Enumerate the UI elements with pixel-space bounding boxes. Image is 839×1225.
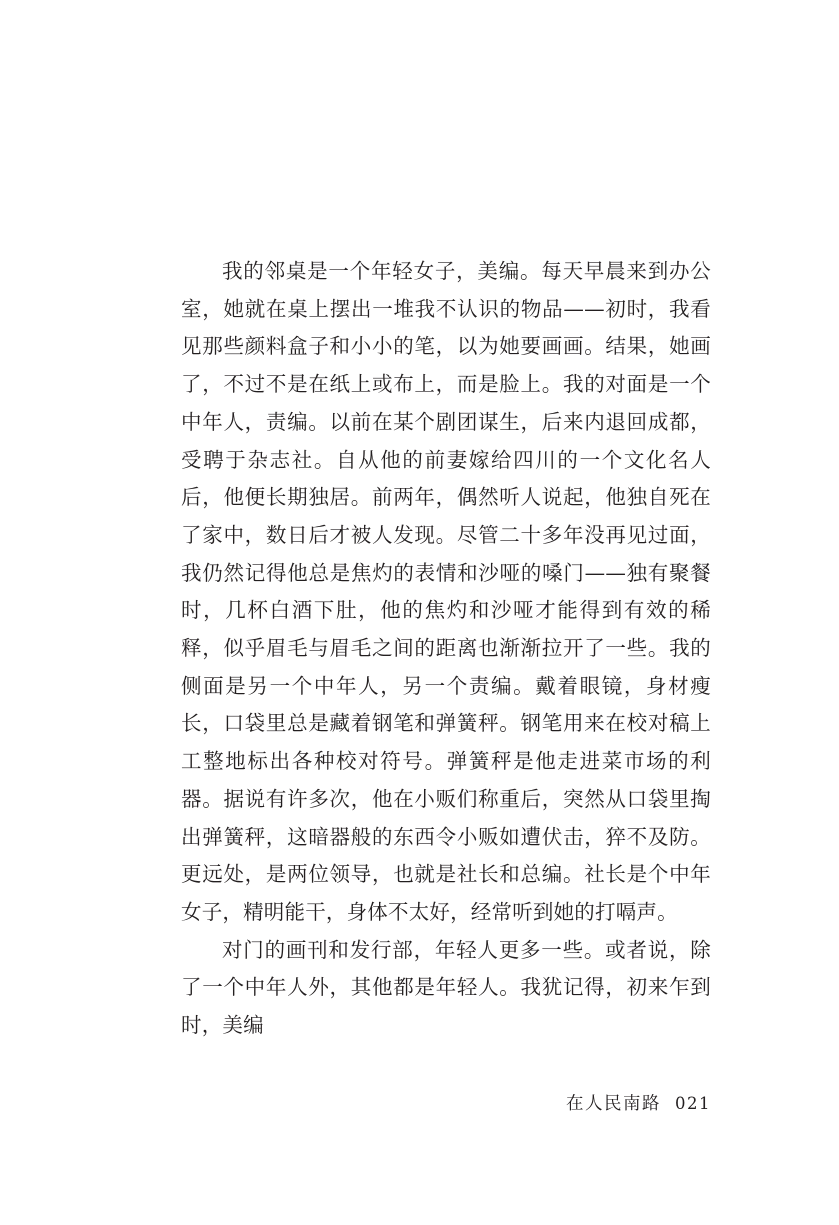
page-footer: [566, 1092, 711, 1116]
paragraph-1: 我的邻桌是一个年轻女子，美编。每天早晨来到办公室，她就在桌上摆出一堆我不认识的物品——初时，我看见那些颜料盒子和小小的笔，以为她要画画。结果，她画了，不过不是在纸上或布上，而是脸上。我的对面是一个中年人，责编。以前在某个剧团谋生，后来内退回成都，受聘于杂志社。自从他的前妻嫁给四川的一个文化名人后，他便长期独居。前两年，偶然听人说起，他独自死在了家中，数日后才被人发现。尽管二十多年没再见过面，我仍然记得他总是焦灼的表情和沙哑的嗓门——独有聚餐时，几杯白酒下肚，他的焦灼和沙哑才能得到有效的稀释，似乎眉毛与眉毛之间的距离也渐渐拉开了一些。我的侧面是另一个中年人，另一个责编。戴着眼镜，身材瘦长，口袋里总是藏着钢笔和弹簧秤。钢笔用来在校对稿上工整地标出各种校对符号。弹簧秤是他走进菜市场的利器。据说有许多次，他在小贩们称重后，突然从口袋里掏出弹簧秤，这暗器般的东西令小贩如遭伏击，猝不及防。更远处，是两位领导，也就是社长和总编。社长是个中年女子，精明能干，身体不太好，经常听到她的打嗝声。: [181, 259, 711, 924]
paragraph-2: 对门的画刊和发行部，年轻人更多一些。或者说，除了一个中年人外，其他都是年轻人。我犹记得，初来乍到时，美编: [181, 937, 711, 1038]
running-title: 在人民南路: [566, 1094, 661, 1114]
body-text: [181, 253, 711, 1045]
page-number: 021: [675, 1094, 711, 1113]
